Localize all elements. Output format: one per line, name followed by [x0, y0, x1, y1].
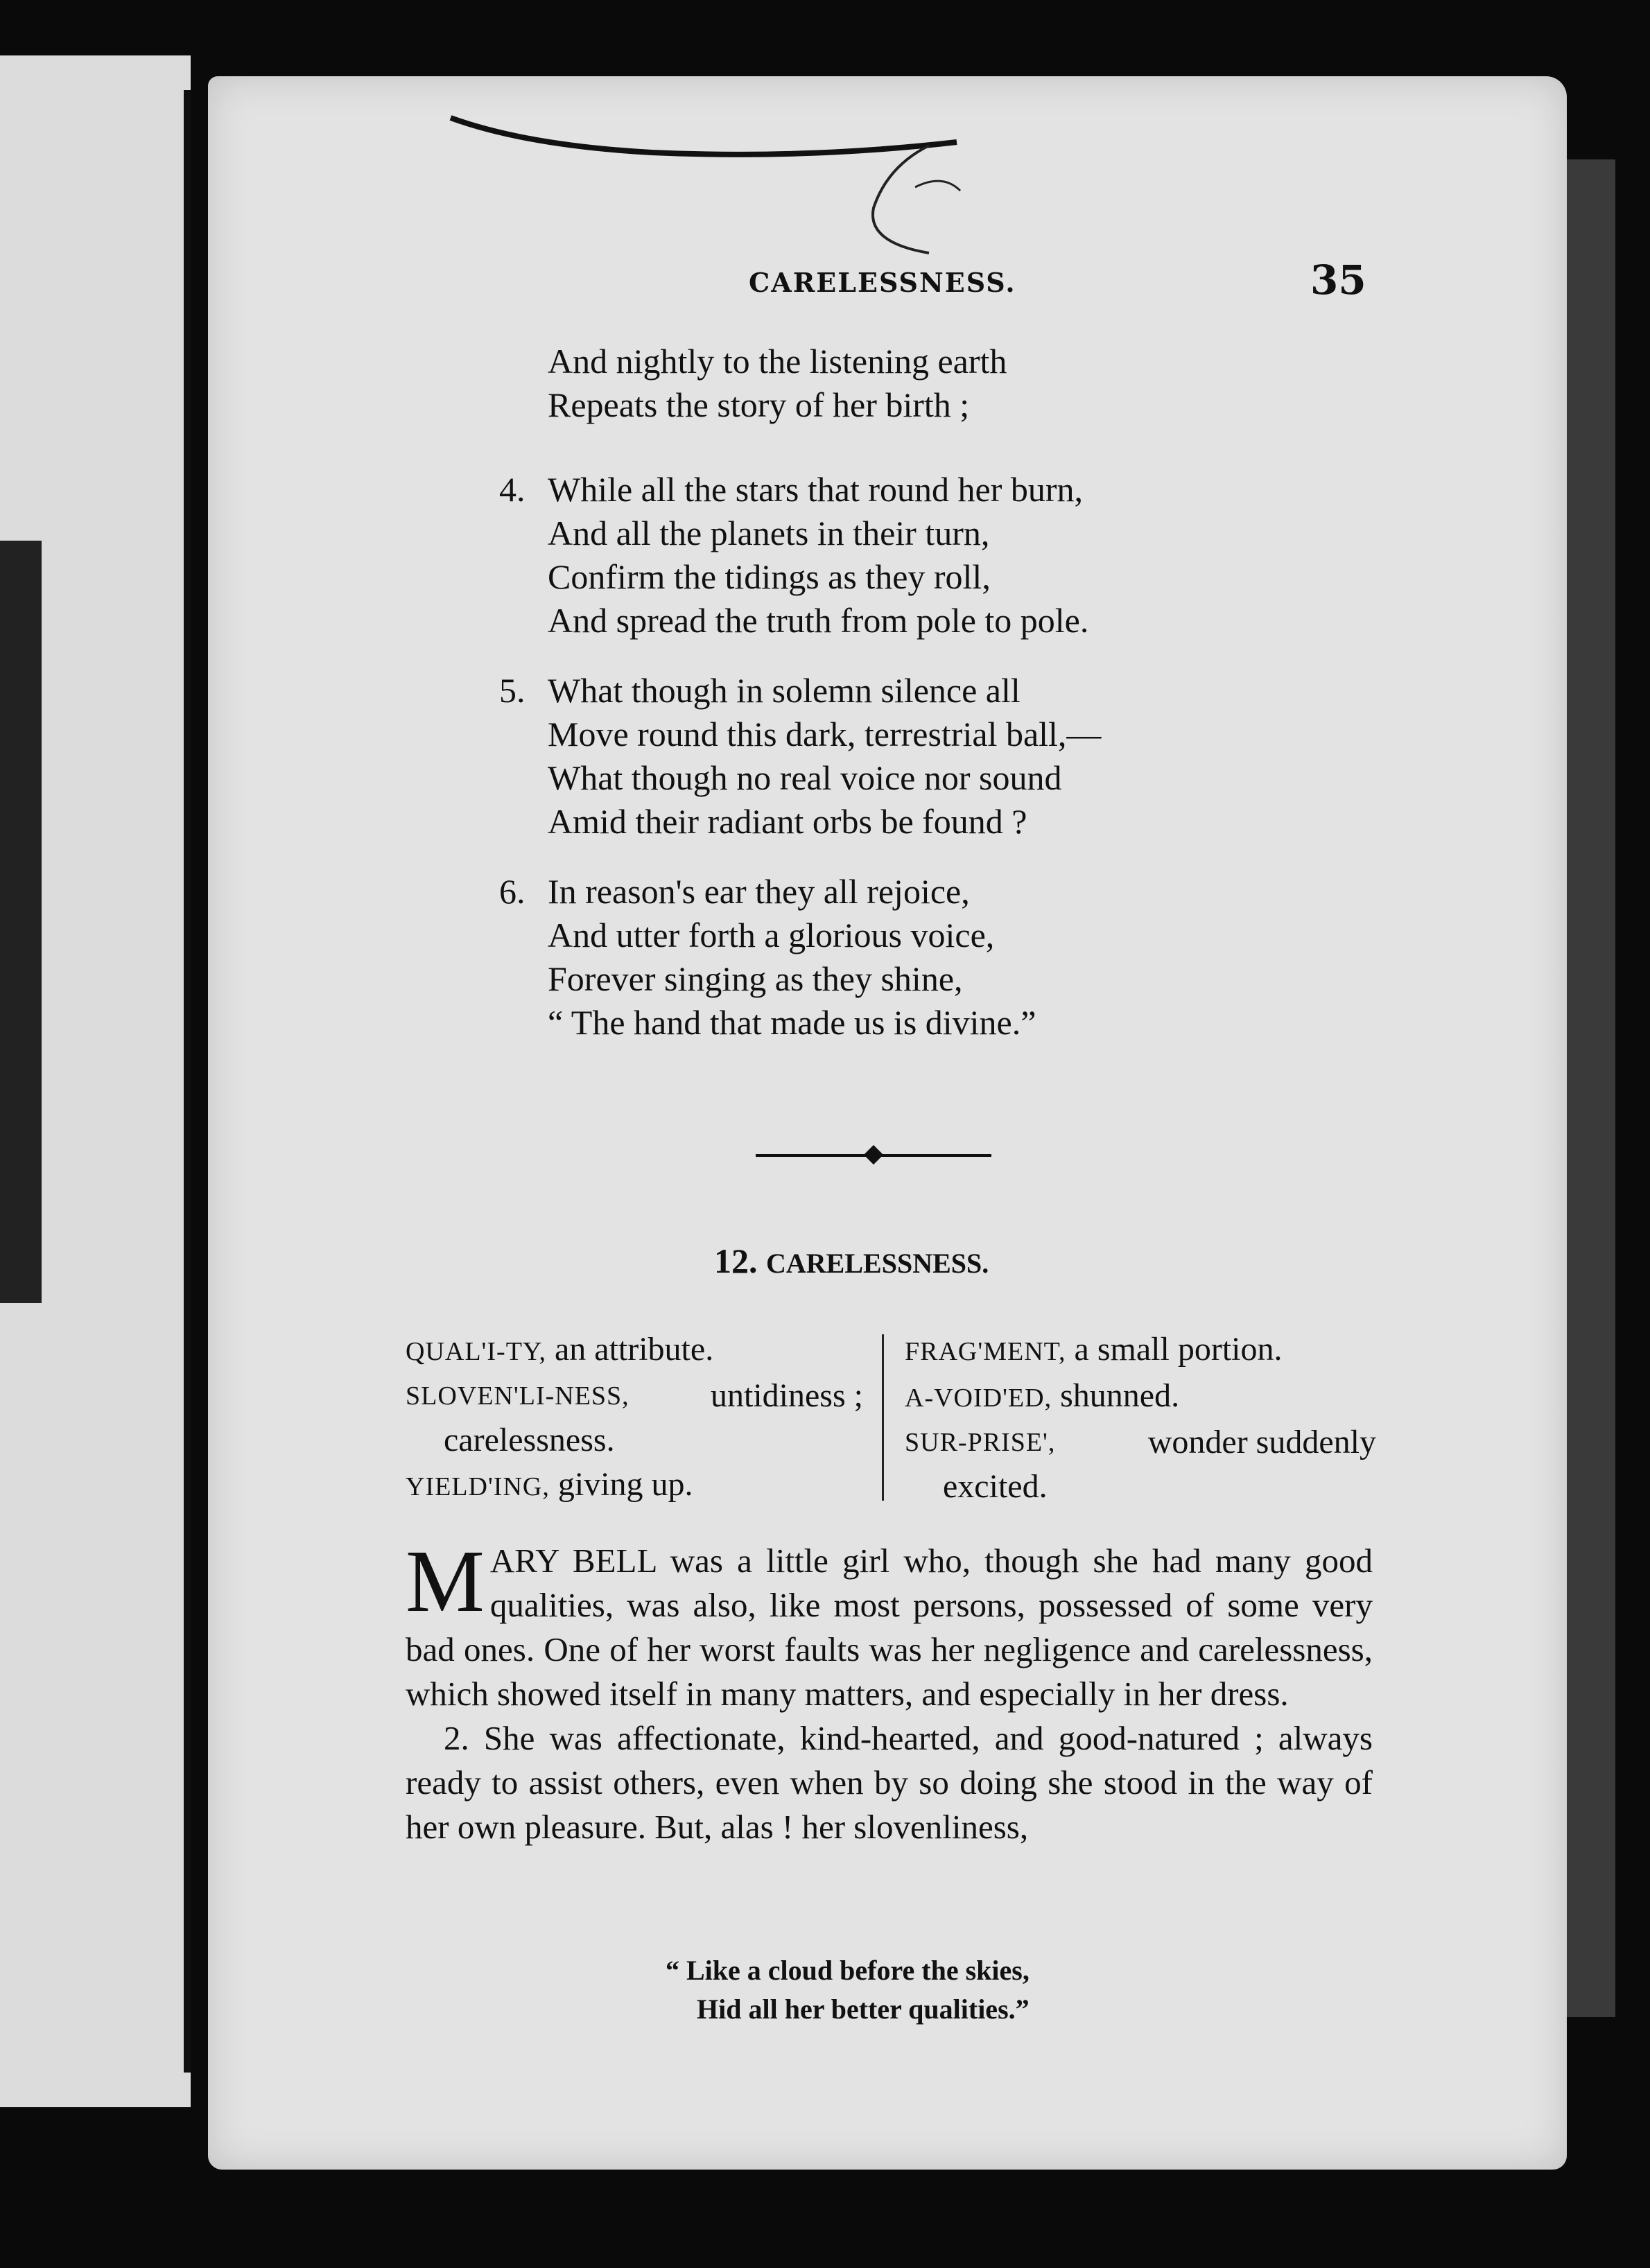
- facing-page-edge: [0, 55, 191, 2107]
- stanza-6: [499, 870, 1449, 1045]
- vocab-entry: [406, 1327, 863, 1374]
- poem-line: In reason's ear they all rejoice,: [548, 872, 970, 911]
- poem-line: What though no real voice nor sound: [548, 758, 1062, 797]
- vocab-term: YIELD'ING,: [406, 1472, 550, 1501]
- vocab-entry: [905, 1374, 1376, 1420]
- vocabulary-left: [406, 1327, 863, 1509]
- poem-line: “ The hand that made us is divine.”: [548, 1003, 1036, 1042]
- vocab-definition: giving up.: [557, 1466, 693, 1503]
- vocab-term: SUR-PRISE',: [905, 1428, 1056, 1457]
- poem-line: And nightly to the listening earth: [548, 342, 1007, 381]
- poem-line: And utter forth a glorious voice,: [548, 916, 995, 954]
- vocab-definition: shunned.: [1060, 1377, 1180, 1414]
- stanza-number: 5.: [499, 671, 526, 710]
- poem-stanzas: [499, 444, 1449, 1045]
- vocab-entry: [406, 1463, 863, 1509]
- vocabulary-right: [905, 1327, 1376, 1509]
- vocab-definition: wonder suddenly: [1147, 1424, 1376, 1460]
- running-title: CARELESSNESS.: [749, 267, 1016, 298]
- quote-line: Hid all her better qualities.”: [697, 1994, 1030, 2025]
- vocab-term: SLOVEN'LI-NESS,: [406, 1381, 629, 1411]
- vocab-entry: [905, 1327, 1376, 1374]
- stanza-5: [499, 669, 1449, 844]
- poem-line: What though in solemn silence all: [548, 671, 1021, 710]
- poem-line: Forever singing as they shine,: [548, 959, 963, 998]
- lesson-text: [406, 1532, 1373, 1849]
- vocab-entry: [905, 1420, 1376, 1509]
- vocab-term: FRAG'MENT,: [905, 1337, 1066, 1366]
- vocab-definition: a small portion.: [1074, 1331, 1283, 1368]
- quote-line: “ Like a cloud before the skies,: [666, 1955, 1030, 1986]
- page-number: 35: [1310, 256, 1366, 304]
- lesson-number: 12.: [714, 1241, 758, 1280]
- handwritten-scribble: [444, 104, 971, 270]
- poem-line: And all the planets in their turn,: [548, 514, 990, 552]
- drop-cap: M: [406, 1532, 485, 1630]
- stanza-number: 4.: [499, 470, 526, 509]
- vocab-column-divider: [882, 1334, 884, 1501]
- vocab-definition: untidiness ;: [710, 1377, 863, 1414]
- lesson-title: CARELESSNESS.: [766, 1248, 989, 1279]
- vocab-continuation: carelessness.: [444, 1422, 615, 1458]
- paragraph-1-text: ARY BELL was a little girl who, though she had many good qualities, was also, like most persons, possessed of some very bad ones. One of her worst faults was her negligence and carelessness, which showed itself in many matters, and especially in her dress.: [406, 1542, 1373, 1713]
- poem-line: While all the stars that round her burn,: [548, 470, 1083, 509]
- poem-opening: [548, 340, 1449, 427]
- lesson-heading: [714, 1241, 989, 1281]
- poem-line: Repeats the story of her birth ;: [548, 385, 970, 424]
- poem-line: Confirm the tidings as they roll,: [548, 557, 991, 596]
- poem-line: Amid their radiant orbs be found ?: [548, 802, 1027, 841]
- vocab-term: QUAL'I-TY,: [406, 1337, 546, 1366]
- vocab-term: A-VOID'ED,: [905, 1384, 1052, 1413]
- poem-line: And spread the truth from pole to pole.: [548, 601, 1089, 640]
- paragraph-2: 2. She was affectionate, kind-hearted, and good-natured ; always ready to assist others, even when by so doing she stood in the way of her own pleasure. But, alas ! her slovenliness,: [406, 1719, 1373, 1846]
- vocab-definition: an attribute.: [554, 1331, 714, 1368]
- vocab-continuation: excited.: [943, 1468, 1048, 1505]
- facing-page-shadow: [0, 541, 42, 1303]
- quotation: [666, 1951, 1030, 2029]
- stanza-4: [499, 468, 1449, 643]
- paragraph-1: [406, 1532, 1373, 1716]
- book-gutter: [184, 90, 191, 2073]
- stanza-number: 6.: [499, 872, 526, 911]
- vocab-entry: [406, 1374, 863, 1463]
- poem-line: Move round this dark, terrestrial ball,—: [548, 715, 1102, 753]
